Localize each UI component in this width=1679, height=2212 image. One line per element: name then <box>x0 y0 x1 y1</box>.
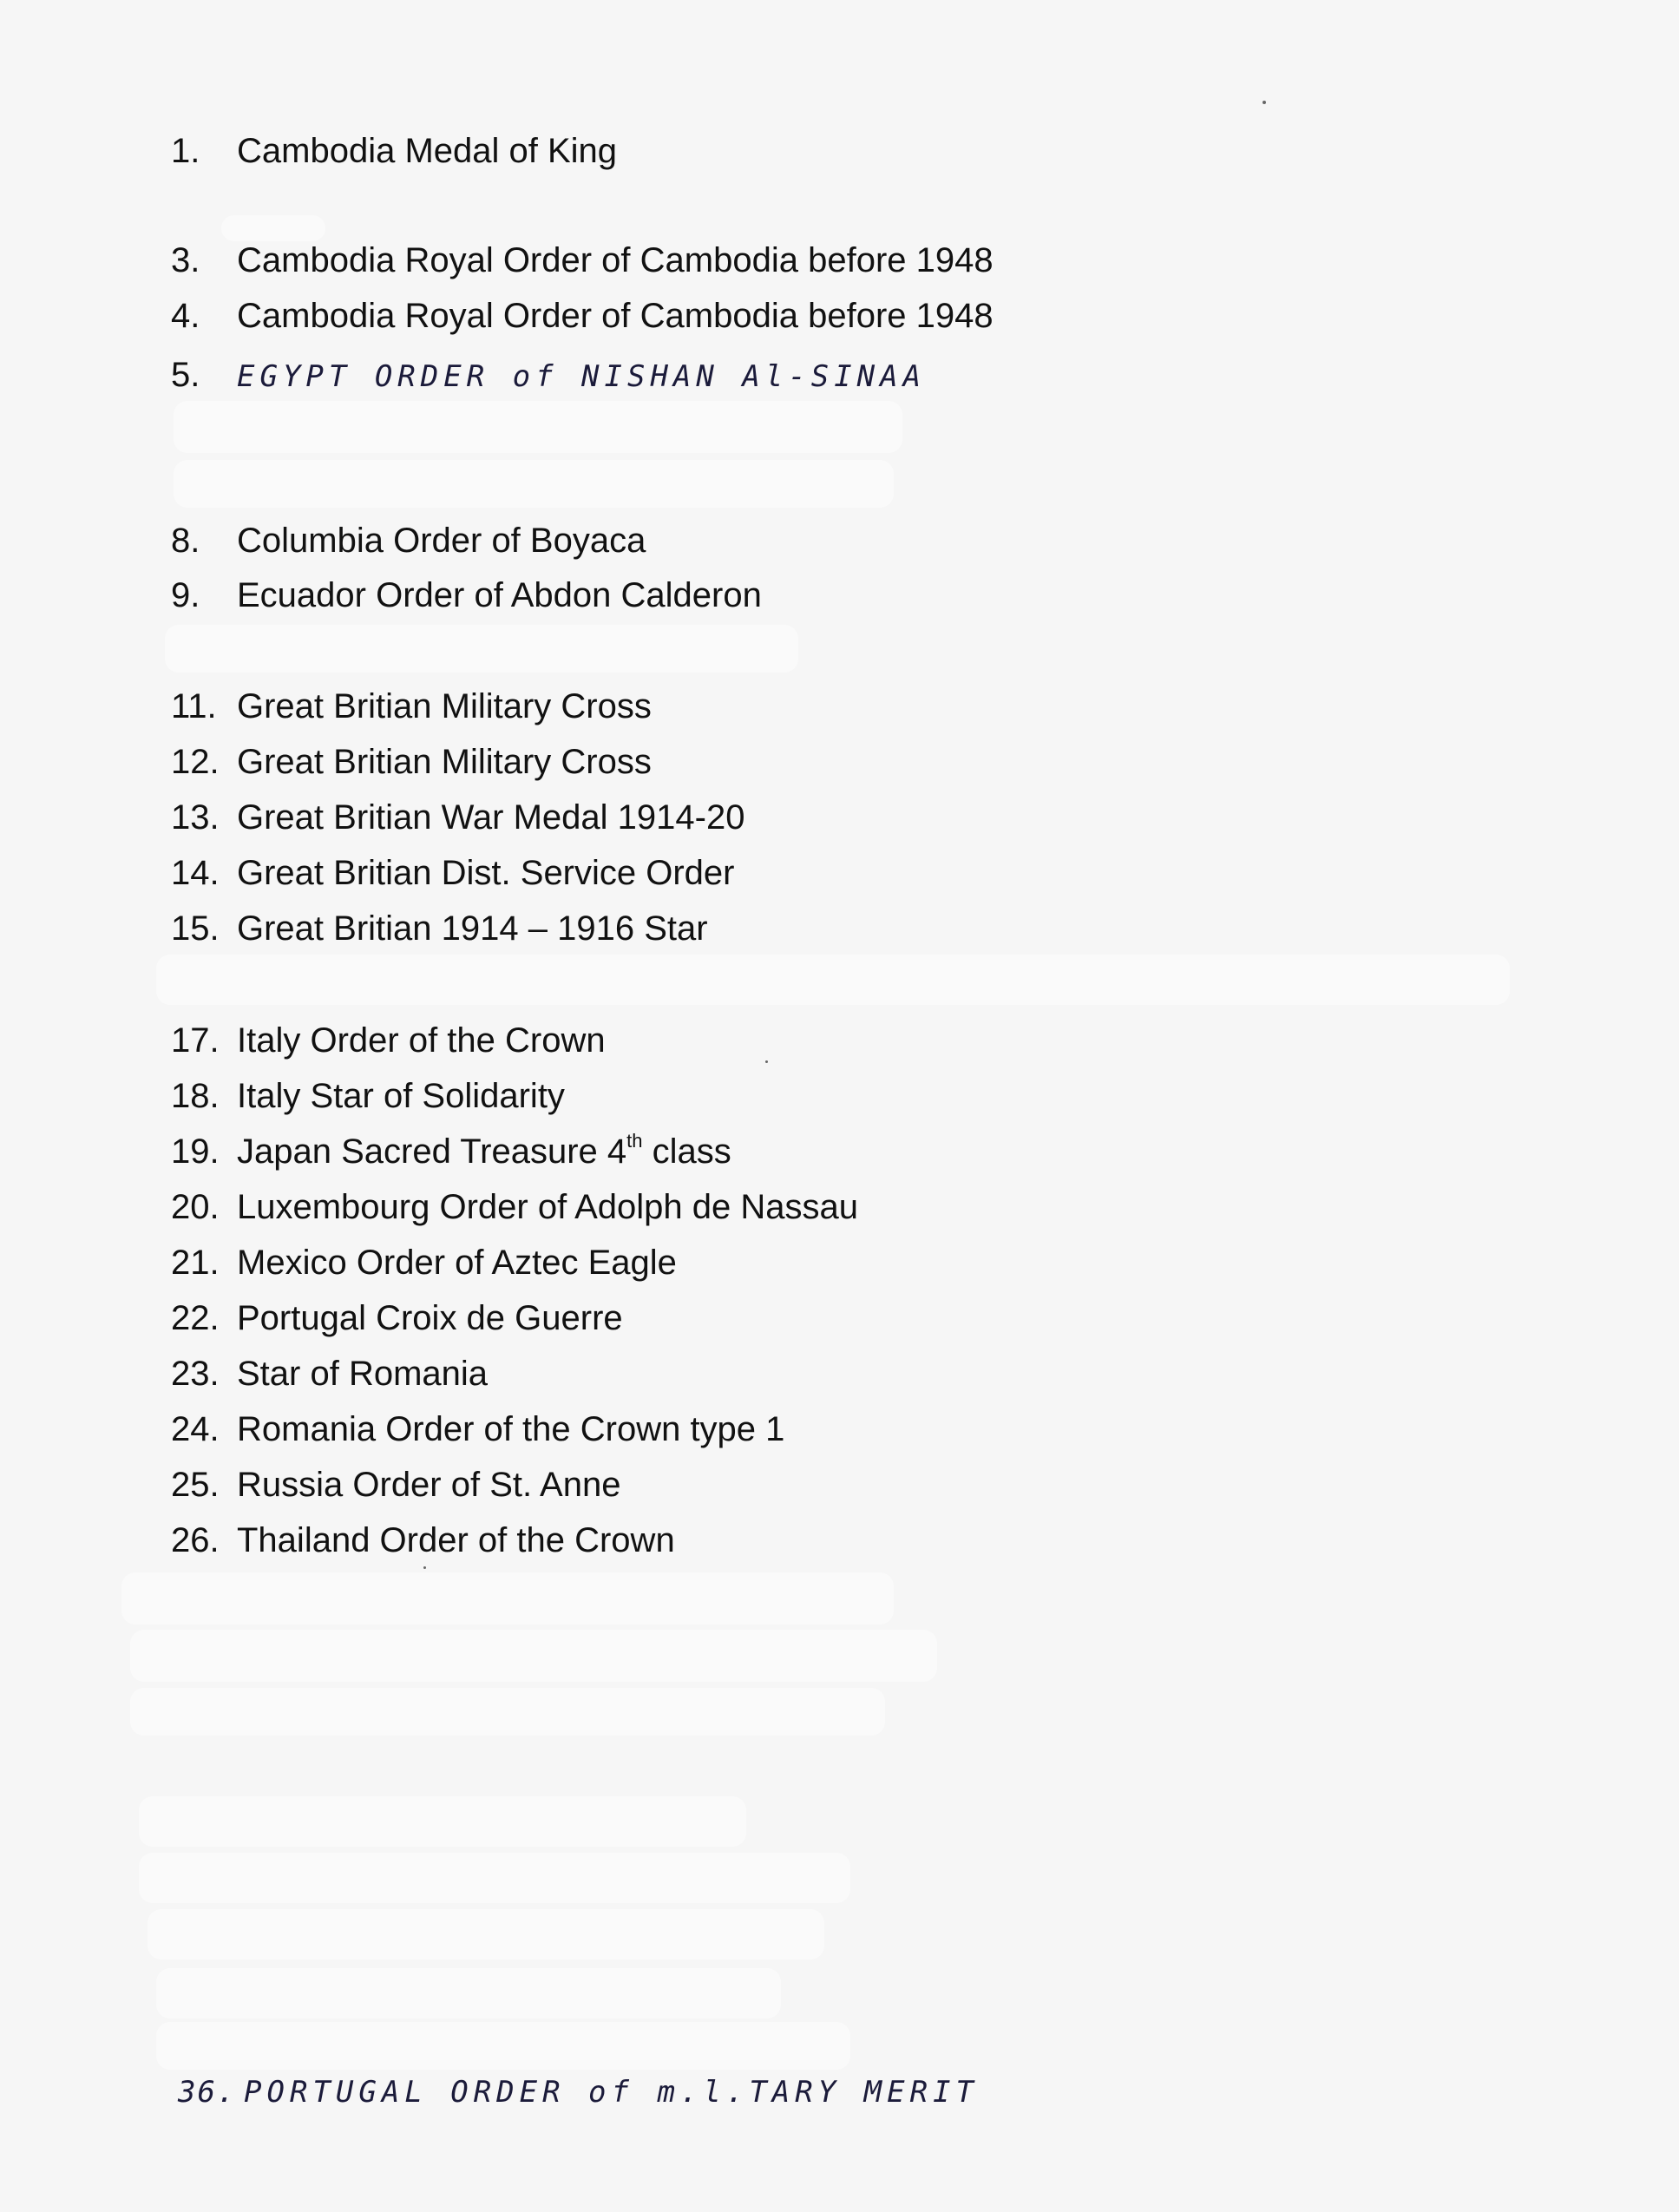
item-text: Great Britian Military Cross <box>237 743 652 781</box>
item-number: 3. <box>171 241 200 279</box>
item-number: 20. <box>171 1188 220 1226</box>
item-number: 5. <box>171 356 200 394</box>
erased-region <box>156 955 1510 1005</box>
erased-region <box>130 1688 885 1736</box>
item-text: Romania Order of the Crown type 1 <box>237 1410 785 1448</box>
item-number: 21. <box>171 1244 220 1282</box>
list-item <box>171 1464 620 1506</box>
erased-region <box>174 460 894 508</box>
item-number: 9. <box>171 576 200 614</box>
erased-region <box>165 625 798 673</box>
erased-region <box>174 401 902 453</box>
item-number: 19. <box>171 1132 220 1171</box>
item-text: Cambodia Royal Order of Cambodia before 1948 <box>237 241 994 279</box>
erased-region <box>156 2022 850 2070</box>
ordinal-suffix: th <box>626 1130 643 1152</box>
item-number: 11. <box>171 687 217 725</box>
list-item <box>171 295 994 337</box>
item-number: 22. <box>171 1299 220 1337</box>
list-item <box>171 1242 677 1283</box>
handwritten-item-text: EGYPT ORDER of NISHAN Al-SINAA <box>237 359 927 394</box>
erased-region <box>148 1909 824 1959</box>
erased-region <box>139 1796 746 1847</box>
list-item <box>178 2070 979 2113</box>
scan-speck <box>423 1566 426 1569</box>
erased-region <box>130 1630 937 1682</box>
list-item <box>171 741 652 783</box>
erased-region <box>121 1572 894 1625</box>
item-text: Mexico Order of Aztec Eagle <box>237 1244 677 1282</box>
item-number: 14. <box>171 854 220 892</box>
item-text: Thailand Order of the Crown <box>237 1521 675 1559</box>
list-item <box>171 130 617 172</box>
list-item <box>171 354 926 397</box>
item-text: Star of Romania <box>237 1355 489 1393</box>
list-item <box>171 852 735 894</box>
list-item <box>171 1075 565 1117</box>
item-number: 4. <box>171 297 200 335</box>
list-item <box>171 1186 858 1228</box>
item-text: Italy Star of Solidarity <box>237 1077 565 1115</box>
list-item <box>171 1020 606 1061</box>
list-item <box>171 1520 675 1561</box>
item-text: Columbia Order of Boyaca <box>237 522 646 560</box>
item-text: Japan Sacred Treasure 4 <box>237 1132 627 1171</box>
item-number: 1. <box>171 132 200 170</box>
list-item <box>171 1131 731 1172</box>
erased-region <box>139 1853 850 1903</box>
item-number: 23. <box>171 1355 220 1393</box>
item-text: Luxembourg Order of Adolph de Nassau <box>237 1188 858 1226</box>
item-text: Ecuador Order of Abdon Calderon <box>237 576 762 614</box>
item-number: 13. <box>171 798 220 837</box>
item-text-continued: class <box>642 1132 731 1171</box>
list-item <box>171 908 708 949</box>
item-number: 15. <box>171 909 220 948</box>
handwritten-item-text: PORTUGAL ORDER of m.l.TARY MERIT <box>244 2075 980 2110</box>
item-text: Cambodia Medal of King <box>237 132 618 170</box>
list-item <box>171 1353 488 1395</box>
item-text: Great Britian Dist. Service Order <box>237 854 735 892</box>
list-item <box>171 797 744 838</box>
list-item <box>171 1408 784 1450</box>
item-number: 12. <box>171 743 220 781</box>
list-item <box>171 686 652 727</box>
scan-speck <box>1263 101 1266 104</box>
list-item <box>171 1297 623 1339</box>
item-number: 8. <box>171 522 200 560</box>
item-text: Portugal Croix de Guerre <box>237 1299 623 1337</box>
item-number: 25. <box>171 1466 220 1504</box>
erased-region <box>156 1968 781 2018</box>
list-item <box>171 574 762 616</box>
list-item <box>171 240 994 281</box>
item-text: Great Britian 1914 – 1916 Star <box>237 909 708 948</box>
item-text: Great Britian Military Cross <box>237 687 652 725</box>
item-number: 17. <box>171 1021 220 1060</box>
item-number: 26. <box>171 1521 220 1559</box>
item-number: 36. <box>178 2075 237 2110</box>
item-number: 24. <box>171 1410 220 1448</box>
item-text: Italy Order of the Crown <box>237 1021 606 1060</box>
scan-speck <box>765 1060 768 1063</box>
item-number: 18. <box>171 1077 220 1115</box>
item-text: Cambodia Royal Order of Cambodia before 1948 <box>237 297 994 335</box>
item-text: Great Britian War Medal 1914-20 <box>237 798 745 837</box>
list-item <box>171 520 646 561</box>
item-text: Russia Order of St. Anne <box>237 1466 621 1504</box>
erased-region <box>221 215 325 241</box>
